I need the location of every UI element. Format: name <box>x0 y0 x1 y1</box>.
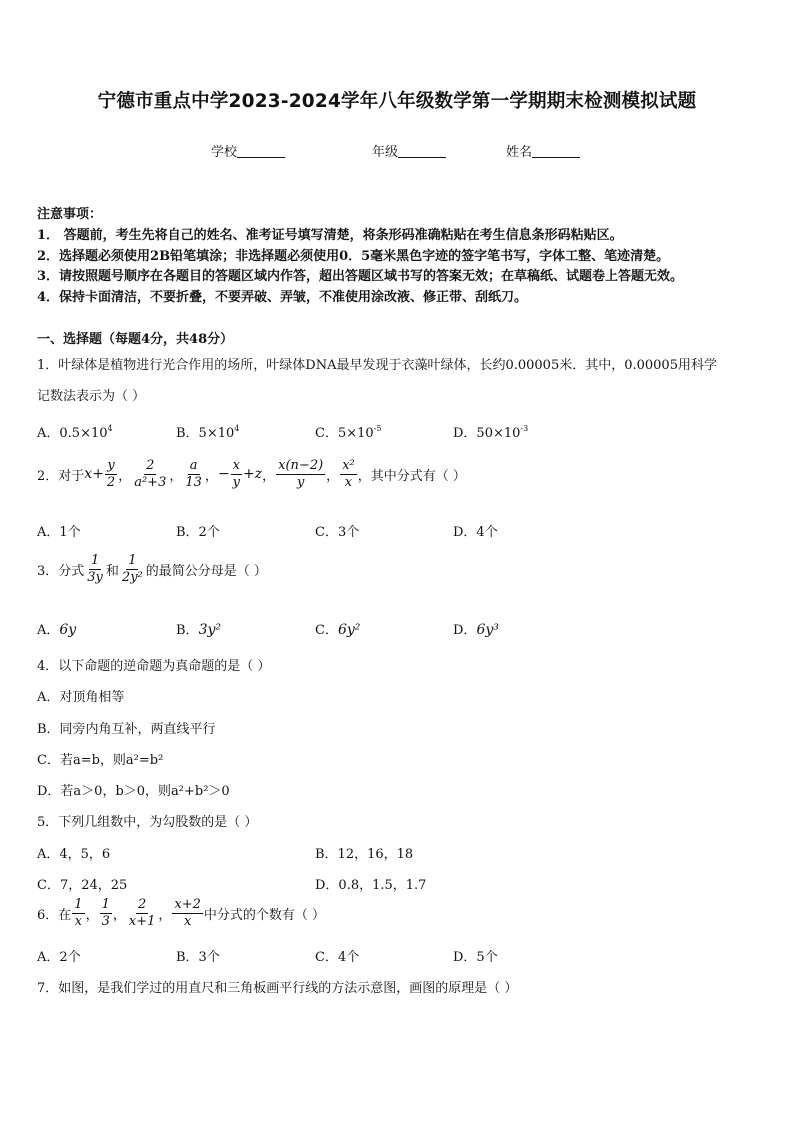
text-fragment: ， <box>112 907 126 923</box>
fraction <box>127 898 158 928</box>
school-label: 学校 <box>211 145 238 160</box>
text-fragment: a²+3 <box>134 474 167 490</box>
school-blank[interactable] <box>237 145 285 158</box>
text-fragment: x <box>344 474 353 490</box>
text-fragment: ， <box>326 468 340 484</box>
fraction <box>120 554 145 584</box>
text-fragment: D． <box>453 623 477 638</box>
q5-option-a[interactable]: A．4，5，6 <box>37 847 111 862</box>
q5-option-d[interactable]: D．0.8，1.5，1.7 <box>315 878 427 893</box>
fraction <box>231 459 242 489</box>
text-fragment: 6y² <box>337 622 361 638</box>
text-fragment: B．5×10 <box>176 426 235 441</box>
text-fragment: 4 <box>234 424 240 433</box>
text-fragment: x <box>74 913 83 929</box>
fraction <box>172 898 203 928</box>
text-fragment: +z <box>243 466 263 483</box>
q1-option-b[interactable] <box>176 422 239 441</box>
q2-option-b[interactable]: B．2个 <box>176 525 220 540</box>
text-fragment: ， <box>169 468 183 484</box>
q4-option-d[interactable]: D．若a＞0，b＞0，则a²+b²＞0 <box>37 784 230 799</box>
text-fragment: ， <box>118 468 132 484</box>
notice-item: 2．选择题必须使用2B铅笔填涂；非选择题必须使用0．5毫米黑色字迹的签字笔书写，字体工整、笔迹清楚。 <box>37 249 670 264</box>
q7-stem: 7．如图，是我们学过的用直尺和三角板画平行线的方法示意图，画图的原理是（ ） <box>37 981 518 996</box>
text-fragment: B． <box>176 623 199 638</box>
text-fragment: A．0.5×10 <box>37 426 108 441</box>
q5-option-c[interactable]: C．7，24，25 <box>37 878 128 893</box>
grade-label: 年级 <box>372 145 399 160</box>
q3-stem <box>37 554 267 584</box>
page-title: 宁德市重点中学2023-2024学年八年级数学第一学期期末检测模拟试题 <box>97 91 697 112</box>
q4-option-a[interactable]: A．对顶角相等 <box>37 690 125 705</box>
text-fragment: 3y <box>87 569 103 585</box>
grade-field[interactable] <box>372 141 446 160</box>
text-fragment: 6y <box>59 622 77 638</box>
q1-stem: 1．叶绿体是植物进行光合作用的场所，叶绿体DNA最早发现于衣藻叶绿体，长约0.00005米．其中，0.00005用科学 <box>37 358 717 373</box>
fraction <box>105 459 117 489</box>
q4-stem: 4．以下命题的逆命题为真命题的是（ ） <box>37 659 271 674</box>
q3-option-d[interactable] <box>453 619 499 638</box>
fraction <box>85 554 105 584</box>
text-fragment: -5 <box>373 424 382 433</box>
notice-item: 3．请按照题号顺序在各题目的答题区域内作答，超出答题区域书写的答案无效；在草稿纸、试题卷上答题无效。 <box>37 269 684 284</box>
text-fragment: ， <box>85 907 99 923</box>
q5-stem: 5．下列几组数中，为勾股数的是（ ） <box>37 815 258 830</box>
text-fragment: x+2 <box>174 897 201 912</box>
q6-option-d[interactable]: D．5个 <box>453 950 498 965</box>
fraction <box>276 459 325 489</box>
school-field[interactable] <box>211 141 285 160</box>
q1-option-d[interactable] <box>453 422 528 441</box>
text-fragment: x+1 <box>128 913 156 929</box>
q3-option-a[interactable] <box>37 619 76 638</box>
text-fragment: 6．在 <box>37 907 72 923</box>
text-fragment: 3．分式 <box>37 563 85 579</box>
text-fragment: a <box>189 458 198 473</box>
text-fragment: 3 <box>101 913 110 929</box>
text-fragment: y <box>296 474 305 490</box>
text-fragment: 1 <box>74 897 83 912</box>
text-fragment: x <box>232 458 241 473</box>
text-fragment: 6y³ <box>476 622 499 638</box>
text-fragment: 1 <box>128 553 137 568</box>
text-fragment: 13 <box>185 474 202 490</box>
q2-option-a[interactable]: A．1个 <box>37 525 81 540</box>
q6-option-b[interactable]: B．3个 <box>176 950 220 965</box>
q5-option-b[interactable]: B．12，16，18 <box>315 847 414 862</box>
fraction <box>132 459 168 489</box>
q1-stem-cont: 记数法表示为（ ） <box>37 389 146 404</box>
text-fragment: C． <box>315 623 338 638</box>
q6-option-c[interactable]: C．4个 <box>315 950 360 965</box>
text-fragment: ， <box>262 468 276 484</box>
text-fragment: 2y² <box>121 569 143 585</box>
name-field[interactable] <box>506 141 580 160</box>
text-fragment: A． <box>37 623 60 638</box>
text-fragment: 1 <box>90 553 100 568</box>
q2-option-c[interactable]: C．3个 <box>315 525 360 540</box>
text-fragment: 1 <box>101 897 110 912</box>
text-fragment: 4 <box>107 424 113 433</box>
q1-option-c[interactable] <box>315 422 381 441</box>
fraction <box>183 459 204 489</box>
text-fragment: 2 <box>146 458 155 473</box>
q6-option-a[interactable]: A．2个 <box>37 950 81 965</box>
q3-option-c[interactable] <box>315 619 360 638</box>
q2-option-d[interactable]: D．4个 <box>453 525 498 540</box>
notice-item: 4．保持卡面清洁，不要折叠，不要弄破、弄皱，不准使用涂改液、修正带、刮纸刀。 <box>37 290 528 305</box>
text-fragment: C．5×10 <box>315 426 374 441</box>
text-fragment: x <box>183 913 192 929</box>
q4-option-c[interactable]: C．若a=b，则a²=b² <box>37 753 164 768</box>
text-fragment: 2．对于 <box>37 468 85 484</box>
q2-stem <box>37 459 466 489</box>
section-heading: 一、选择题（每题4分，共48分） <box>37 332 234 347</box>
text-fragment: 3y² <box>198 622 221 638</box>
q1-option-a[interactable] <box>37 422 113 441</box>
name-blank[interactable] <box>532 145 580 158</box>
text-fragment: x <box>84 466 93 483</box>
text-fragment: 2 <box>137 897 147 912</box>
text-fragment: − <box>217 466 230 483</box>
fraction <box>72 898 84 928</box>
text-fragment: ， <box>204 468 218 484</box>
q3-option-b[interactable] <box>176 619 221 638</box>
text-fragment: -3 <box>520 424 529 433</box>
text-fragment: y <box>107 458 115 473</box>
text-fragment: ， <box>158 907 172 923</box>
notice-item: 1． 答题前，考生先将自己的姓名、准考证号填写清楚，将条形码准确粘贴在考生信息条形码粘贴区。 <box>37 228 623 243</box>
text-fragment: 中分式的个数有（ ） <box>203 907 326 923</box>
text-fragment: + <box>92 466 104 483</box>
text-fragment: D．50×10 <box>453 426 521 441</box>
text-fragment: y <box>232 474 241 490</box>
text-fragment: 和 <box>105 563 119 579</box>
text-fragment: x(n−2) <box>278 458 324 473</box>
q6-stem <box>37 898 325 928</box>
name-label: 姓名 <box>506 145 533 160</box>
text-fragment: ，其中分式有（ ） <box>357 468 466 484</box>
text-fragment: 2 <box>106 474 116 490</box>
fraction <box>340 459 357 489</box>
text-fragment: x² <box>342 458 355 473</box>
grade-blank[interactable] <box>398 145 446 158</box>
text-fragment: 的最简公分母是（ ） <box>145 563 267 579</box>
q4-option-b[interactable]: B．同旁内角互补，两直线平行 <box>37 722 216 737</box>
notice-heading: 注意事项： <box>37 207 103 222</box>
fraction <box>100 898 112 928</box>
